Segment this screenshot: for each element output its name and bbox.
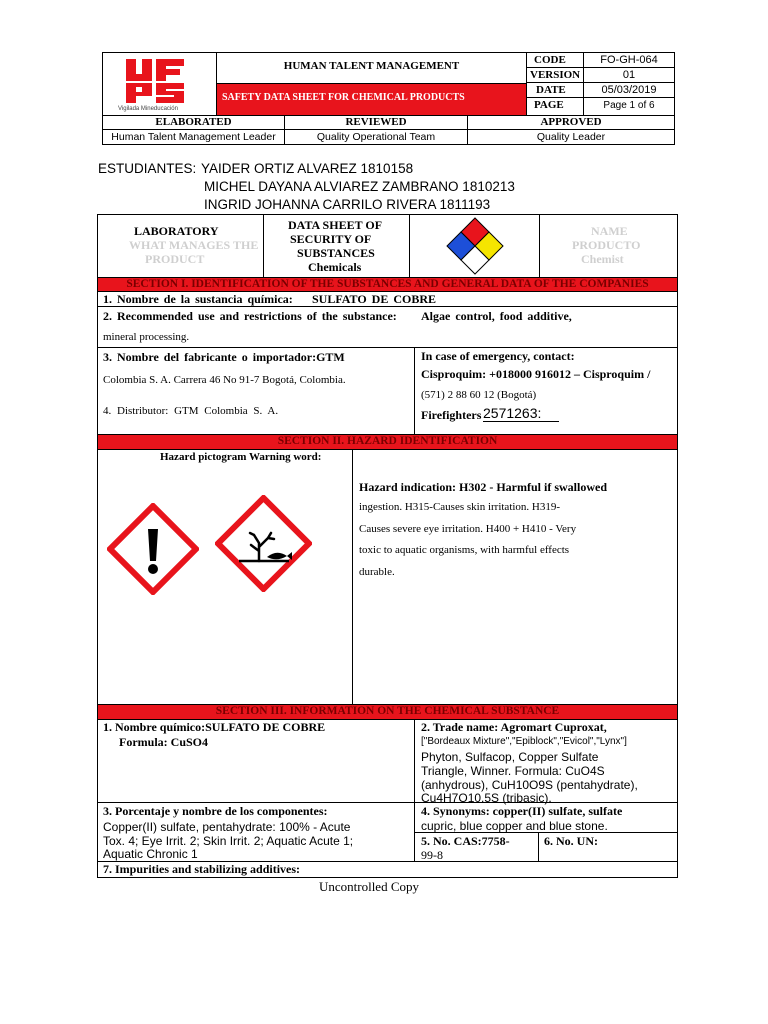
- s3-q7-label: 7. Impurities and stabilizing additives:: [103, 862, 301, 876]
- meta-value-version: 01: [622, 69, 636, 81]
- s3-q3-line-3: Aquatic Chronic 1: [103, 847, 198, 861]
- datasheet-line-1: DATA SHEET OF: [288, 218, 383, 232]
- name-line-2: PRODUCTO: [572, 238, 641, 252]
- environment-hazard-icon: [215, 495, 312, 592]
- meta-value-date: 05/03/2019: [601, 84, 657, 96]
- header-title: HUMAN TALENT MANAGEMENT: [283, 60, 460, 72]
- s3-q4-label: 4. Synonyms: copper(II) sulfate, sulfate: [421, 804, 623, 818]
- meta-value-code: FO-GH-064: [600, 54, 658, 66]
- s1-row2-label: 2. Recommended use and restrictions of the substance:: [103, 309, 397, 323]
- meta-value-page: Page 1 of 6: [603, 100, 655, 111]
- student-name-2: MICHEL DAYANA ALVIAREZ ZAMBRANO 1810213: [204, 179, 515, 194]
- approval-head-reviewed: REVIEWED: [345, 116, 407, 128]
- hazard-line-4: durable.: [359, 566, 395, 578]
- s1-row3-cont: Colombia S. A. Carrera 46 No 91-7 Bogotá, Colombia.: [103, 374, 346, 386]
- section-1-title: SECTION I. IDENTIFICATION OF THE SUBSTANCES AND GENERAL DATA OF THE COMPANIES: [97, 277, 678, 292]
- hazard-line-1: ingestion. H315-Causes skin irritation. H319-: [359, 501, 561, 513]
- name-line-3: Chemist: [581, 252, 624, 266]
- firefighters-value: 2571263:: [483, 405, 559, 422]
- approval-value-reviewed: Quality Operational Team: [316, 131, 436, 143]
- s3-q6-label: 6. No. UN:: [544, 834, 598, 848]
- section-2-title: SECTION II. HAZARD IDENTIFICATION: [97, 434, 678, 450]
- s3-q5-label: 5. No. CAS:7758-: [421, 834, 510, 848]
- s1-row2-value: Algae control, food additive,: [421, 309, 572, 323]
- emergency-line-2: (571) 2 88 60 12 (Bogotá): [421, 389, 537, 401]
- approval-head-elaborated: ELABORATED: [155, 116, 232, 128]
- s3-q3-line-2: Tox. 4; Eye Irrit. 2; Skin Irrit. 2; Aquatic Acute 1;: [103, 834, 354, 848]
- hazard-line-3: toxic to aquatic organisms, with harmful effects: [359, 544, 570, 556]
- datasheet-line-3: SUBSTANCES: [297, 246, 375, 260]
- s1-row1-value: SULFATO DE COBRE: [312, 292, 437, 306]
- s1-row4: 4. Distributor: GTM Colombia S. A.: [103, 405, 279, 417]
- s3-q2-line-4: (anhydrous), CuH10O9S (pentahydrate),: [421, 778, 638, 792]
- section-3-title: SECTION III. INFORMATION ON THE CHEMICAL SUBSTANCE: [97, 704, 678, 720]
- s3-q4-cont: cupric, blue copper and blue stone.: [421, 819, 608, 833]
- hazard-line-2: Causes severe eye irritation. H400 + H410 - Very: [359, 523, 577, 535]
- emergency-line-1: Cisproquim: +018000 916012 – Cisproquim /: [421, 367, 651, 381]
- s3-q5-cont: 99-8: [421, 848, 443, 862]
- s3-q1-label: 1. Nombre químico:SULFATO DE COBRE: [103, 720, 326, 734]
- approval-value-approved: Quality Leader: [536, 131, 606, 143]
- s3-q3-line-1: Copper(II) sulfate, pentahydrate: 100% - Acute: [103, 820, 351, 834]
- s3-q3-label: 3. Porcentaje y nombre de los componentes:: [103, 804, 328, 818]
- student-name-3: INGRID JOHANNA CARRILO RIVERA 1811193: [204, 197, 491, 212]
- s3-q1-formula: Formula: CuSO4: [119, 735, 209, 749]
- meta-label-version: VERSION: [530, 69, 581, 81]
- approval-head-approved: APPROVED: [540, 116, 602, 128]
- s1-row2-cont: mineral processing.: [103, 331, 190, 343]
- lab-title: LABORATORY: [134, 224, 219, 238]
- meta-label-date: DATE: [536, 84, 566, 96]
- nfpa-diamond-icon: [444, 217, 506, 275]
- header-subtitle: SAFETY DATA SHEET FOR CHEMICAL PRODUCTS: [222, 92, 465, 103]
- firefighters-label: Firefighters: [421, 408, 482, 422]
- datasheet-line-2: SECURITY OF: [290, 232, 372, 246]
- lab-sub-1: WHAT MANAGES THE: [129, 238, 259, 252]
- s1-row3-label: 3. Nombre del fabricante o importador:GTM: [103, 350, 345, 364]
- meta-label-page: PAGE: [534, 99, 564, 111]
- footer-uncontrolled-copy: Uncontrolled Copy: [318, 879, 419, 894]
- s3-q2-line-5: Cu4H7O10.5S (tribasic).: [421, 791, 552, 805]
- approval-value-elaborated: Human Talent Management Leader: [111, 131, 276, 143]
- lab-sub-2: PRODUCT: [145, 252, 205, 266]
- pictogram-label: Hazard pictogram Warning word:: [160, 451, 322, 463]
- student-name-1: YAIDER ORTIZ ALVAREZ 1810158: [201, 161, 414, 176]
- s3-q2-label: 2. Trade name: Agromart Cuproxat,: [421, 720, 607, 734]
- meta-label-code: CODE: [534, 54, 566, 66]
- ufps-logo: [118, 56, 194, 108]
- exclamation-mark-icon: [107, 503, 199, 595]
- s3-q2-line-3: Triangle, Winner. Formula: CuO4S: [421, 764, 605, 778]
- logo-caption: Vigilada Mineducación: [118, 106, 178, 112]
- name-line-1: NAME: [591, 224, 628, 238]
- s1-row1-label: 1. Nombre de la sustancia química:: [103, 292, 293, 306]
- students-label: ESTUDIANTES:: [98, 161, 197, 176]
- emergency-label: In case of emergency, contact:: [421, 349, 575, 363]
- datasheet-line-4: Chemicals: [308, 260, 362, 274]
- s3-q2-line-2: Phyton, Sulfacop, Copper Sulfate: [421, 750, 599, 764]
- s3-q2-line-1: ["Bordeaux Mixture","Epiblock","Evicol","Lynx"]: [421, 736, 627, 747]
- hazard-title: Hazard indication: H302 - Harmful if swallowed: [359, 480, 607, 494]
